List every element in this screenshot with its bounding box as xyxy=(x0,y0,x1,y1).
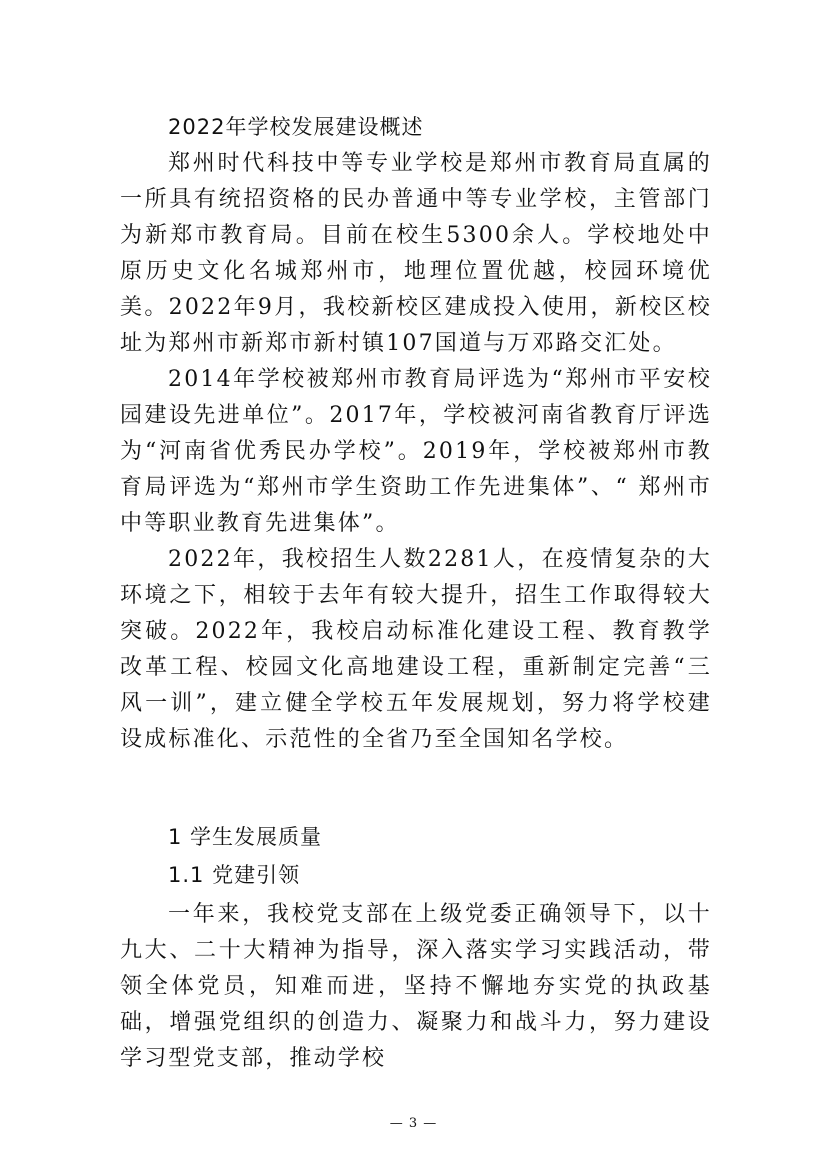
section-1-heading: 1 学生发展质量 xyxy=(168,825,323,849)
page-number: — 3 — xyxy=(389,1116,438,1131)
section-1-1-paragraph: 一年来，我校党支部在上级党委正确领导下，以十九大、二十大精神为指导，深入落实学习实践活动，带领全体党员，知难而进，坚持不懈地夯实党的执政基础，增强党组织的创造力、凝聚力和战斗力，努力建设学习型党支部，推动学校 xyxy=(120,902,712,1071)
intro-paragraph-1: 郑州时代科技中等专业学校是郑州市教育局直属的一所具有统招资格的民办普通中等专业学校，主管部门为新郑市教育局。目前在校生5300余人。学校地处中原历史文化名城郑州市，地理位置优越，校园环境优美。2022年9月，我校新校区建成投入使用，新校区校址为郑州市新郑市新村镇107国道与万邓路交汇处。 xyxy=(120,151,712,356)
intro-paragraph-2: 2014年学校被郑州市教育局评选为“郑州市平安校园建设先进单位”。2017年，学校被河南省教育厅评选为“河南省优秀民办学校”。2019年，学校被郑州市教育局评选为“郑州市学生资助工作先进集体”、“ 郑州市中等职业教育先进集体”。 xyxy=(120,367,712,536)
document-title: 2022年学校发展建设概述 xyxy=(168,115,424,139)
intro-section xyxy=(120,146,712,758)
section-1-1-heading: 1.1 党建引领 xyxy=(168,863,301,887)
intro-paragraph-3: 2022年，我校招生人数2281人，在疫情复杂的大环境之下，相较于去年有较大提升，招生工作取得较大突破。2022年，我校启动标准化建设工程、教育教学改革工程、校园文化高地建设工程，重新制定完善“三风一训”，建立健全学校五年发展规划，努力将学校建设成标准化、示范性的全省乃至全国知名学校。 xyxy=(120,547,712,752)
section-1-1-body xyxy=(120,897,712,1077)
